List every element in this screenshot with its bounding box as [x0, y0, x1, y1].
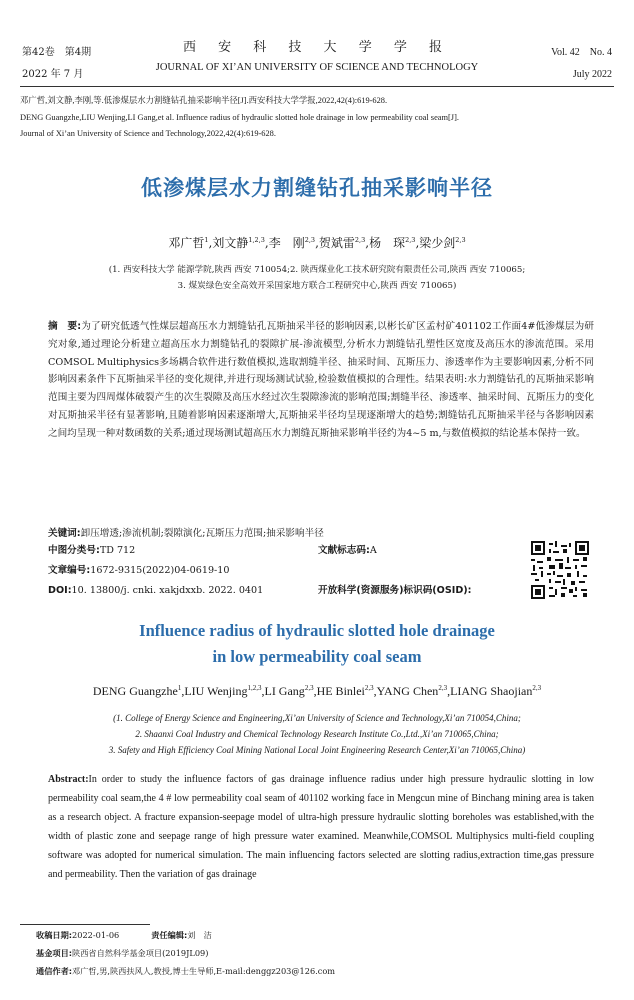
author-en: YANG Chen — [376, 684, 439, 698]
affiliation-en-line: 2. Shaanxi Coal Industry and Chemical Technology Research Institute Co.,Ltd.,Xi’an 710065,China; — [135, 729, 499, 739]
clc-number: 中图分类号:TD 712 — [48, 545, 136, 556]
journal-name-cn: 西 安 科 技 大 学 学 报 — [183, 40, 451, 55]
abstract-en-label: Abstract: — [48, 774, 89, 785]
volume-issue-en: Vol. 42 No. 4 — [551, 47, 612, 58]
author-cn: 贺斌雷 — [318, 236, 355, 250]
affiliations-en — [20, 710, 614, 758]
header-divider — [20, 86, 614, 87]
keywords-cn-label: 关键词: — [48, 528, 81, 539]
affiliations-cn — [28, 262, 606, 294]
author-en: LIANG Shaojian — [450, 684, 533, 698]
abstract-cn-label: 摘 要: — [48, 321, 82, 332]
author-cn: 邓广哲 — [168, 236, 205, 250]
affiliation-cn-line: (1. 西安科技大学 能源学院,陕西 西安 710054;2. 陕西煤业化工技术研究院有限责任公司,陕西 西安 710065; — [108, 265, 526, 275]
citation-en-line1: DENG Guangzhe,LIU Wenjing,LI Gang,et al. Influence radius of hydraulic slotted hole drainage in low permeability coal seam[J]. — [20, 112, 459, 122]
author-cn: 梁少剑 — [419, 236, 456, 250]
abstract-en — [48, 770, 594, 884]
osid-label: 开放科学(资源服务)标识码(OSID): — [318, 585, 472, 596]
citation-en-line2: Journal of Xi’an University of Science and Technology,2022,42(4):619-628. — [20, 129, 276, 138]
document-code: 文献标志码:A — [318, 545, 377, 556]
author-list-cn: 邓广哲$^1$,刘文静$^{1,2,3}$,李 刚$^{2,3}$,贺斌雷$^{2,3}$,杨 琛$^{2,3}$,梁少剑$^{2,3}$ — [168, 236, 466, 250]
author-en: LIU Wenjing — [184, 684, 248, 698]
author-cn: 李 刚 — [268, 236, 305, 250]
affiliation-en-line: 3. Safety and High Efficiency Coal Mining National Local Joint Engineering Research Center,Xi’an 710065,China) — [108, 745, 526, 755]
article-number: 文章编号:1672-9315(2022)04-0619-10 — [48, 565, 230, 576]
received-date: 收稿日期:2022-01-06 责任编辑:刘 洁 — [36, 930, 212, 940]
citation-block — [20, 93, 614, 143]
citation-cn: 邓广哲,刘文静,李刚,等.低渗煤层水力割缝钻孔抽采影响半径[J].西安科技大学学报,2022,42(4):619-628. — [20, 96, 388, 105]
author-en: LI Gang — [264, 684, 305, 698]
author-en: HE Binlei — [316, 684, 365, 698]
footnote — [36, 926, 614, 980]
author-en: DENG Guangzhe — [92, 684, 178, 698]
footnote-divider — [20, 924, 150, 925]
abstract-cn-text: 为了研究低透气性煤层超高压水力割缝钻孔瓦斯抽采半径的影响因素,以彬长矿区孟村矿401102工作面4#低渗煤层为研究对象,通过理论分析建立超高压水力割缝钻孔的裂隙扩展-渗流模型,分析水力割缝钻孔塑性区宽度及高压水的渗流范围。采用COMSOL Multiphysics多场耦合软件进行数值模拟,选取割缝半径、抽采时间、瓦斯压力、渗透率作为主要影响因素,分析不同影响因素条件下瓦斯抽采半径的变化规律,并进行现场测试试验,检验数值模拟的合理性。结果表明:水力割缝钻孔的瓦斯抽采影响范围主要为四周煤体破裂产生的次生裂隙及高压水经过次生裂隙渗流的影响范围;割缝半径、渗透率、抽采时间、瓦斯压力的变化对瓦斯抽采半径有显著影响,且随着影响因素逐渐增大,瓦斯抽采半径均呈现逐渐增大的趋势;割缝钻孔瓦斯抽采半径与各影响因素之间均呈现一种对数函数的关系;通过现场测试超高压水力割缝瓦斯抽采影响半径约为4~5 m,与数值模拟的结论基本保持一致。 — [48, 321, 594, 439]
author-cn: 杨 琛 — [369, 236, 406, 250]
keywords-cn-text: 卸压增透;渗流机制;裂隙演化;瓦斯压力范围;抽采影响半径 — [80, 528, 324, 539]
date-en: July 2022 — [572, 69, 612, 80]
journal-name-en: JOURNAL OF XI’AN UNIVERSITY OF SCIENCE AND TECHNOLOGY — [155, 62, 479, 73]
author-list-en: DENG Guangzhe$^1$,LIU Wenjing$^{1,2,3}$,LI Gang$^{2,3}$,HE Binlei$^{2,3}$,YANG Chen$^{2,3}$,LIANG Shaojian$^{2,3}$ — [92, 684, 542, 698]
volume-issue-cn: 第42卷 第4期 — [22, 47, 92, 58]
header-right — [551, 42, 612, 86]
paper-title-cn: 低渗煤层水力割缝钻孔抽采影响半径 — [141, 176, 493, 200]
affiliation-cn-line: 3. 煤炭绿色安全高效开采国家地方联合工程研究中心,陕西 西安 710065) — [177, 281, 457, 291]
author-cn: 刘文静 — [212, 236, 249, 250]
affiliation-en-line: (1. College of Energy Science and Engineering,Xi’an University of Science and Technology,Xi’an 710054,China; — [113, 713, 521, 723]
journal-header — [0, 0, 634, 86]
keywords-cn — [48, 525, 594, 542]
corresponding-author: 通信作者:邓广哲,男,陕西扶风人,教授,博士生导师,E-mail:denggz203@126.com — [36, 966, 336, 976]
fund-project: 基金项目:陕西省自然科学基金项目(2019JL09) — [36, 948, 209, 958]
paper-title-en: Influence radius of hydraulic slotted hole drainage in low permeability coal seam — [139, 621, 495, 666]
abstract-en-text: In order to study the influence factors of gas drainage influence radius under high pressure hydraulic slotting in low permeability coal seam,the 4 # low permeability coal seam of 401102 working face in Mengcun mine of Binchang mining area is taken as a research object. A fracture expansion-seepage model of ultra-high pressure hydraulic slotting boreholes was established,with the width of plastic zone and seepage range of high pressure water examined. Meanwhile,COMSOL Multiphysics multi-field coupling software was adopted for numerical simulation. The main influencing factors selected are slotting radius,extraction time,gas pressure and permeability. Then the variation of gas drainage — [48, 774, 594, 880]
qr-code-icon[interactable] — [531, 541, 589, 599]
date-cn: 2022 年 7 月 — [22, 69, 84, 80]
doi[interactable]: DOI:10. 13800/j. cnki. xakjdxxb. 2022. 0401 — [48, 585, 264, 596]
abstract-cn — [48, 318, 594, 443]
header-center — [0, 38, 634, 78]
